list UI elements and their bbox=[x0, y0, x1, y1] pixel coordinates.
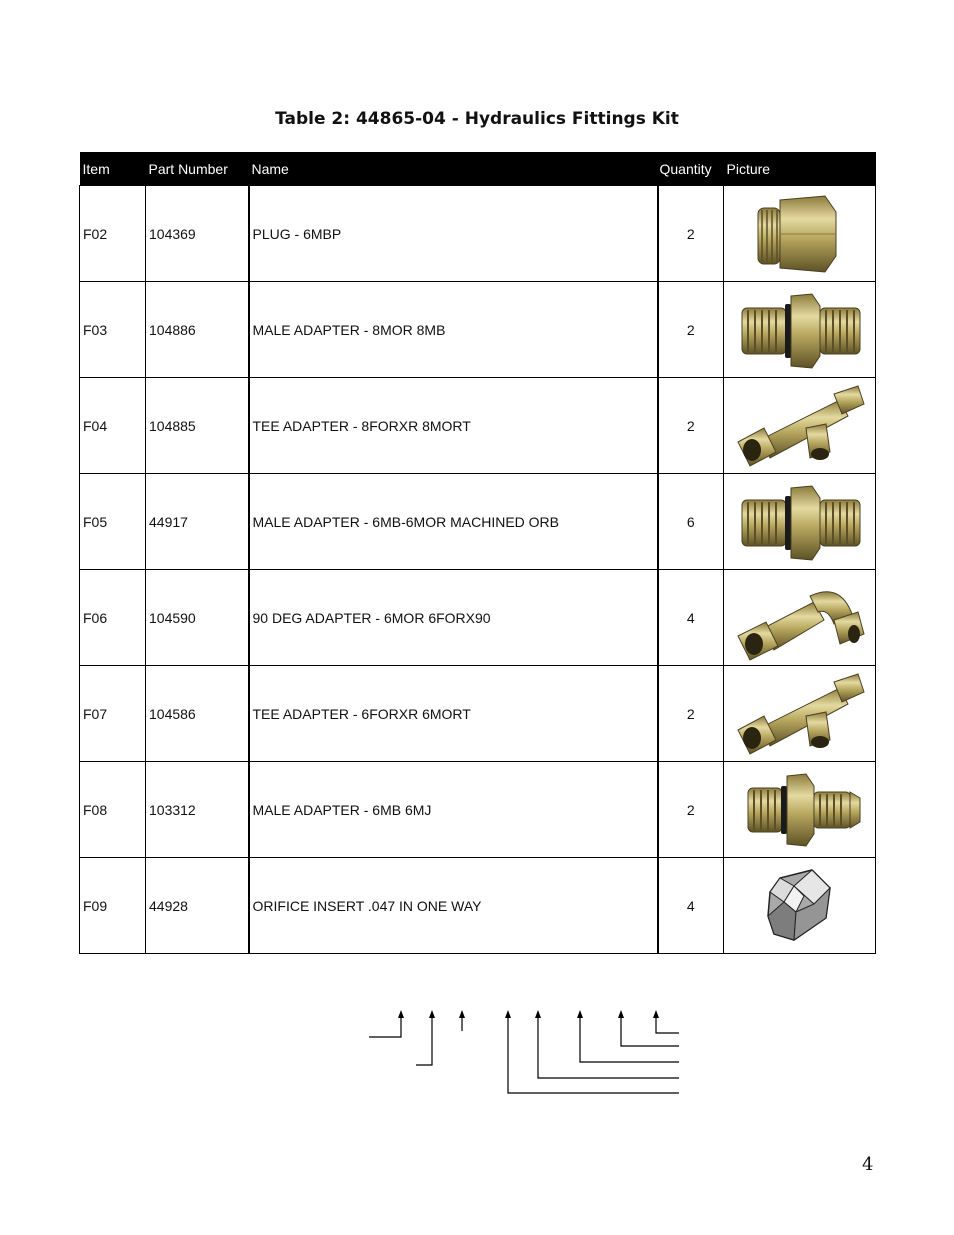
cell-quantity: 2 bbox=[658, 186, 724, 282]
header-quantity: Quantity bbox=[658, 152, 724, 186]
cell-part-number: 103312 bbox=[146, 762, 249, 858]
cell-item: F06 bbox=[80, 570, 146, 666]
cell-part-number: 104369 bbox=[146, 186, 249, 282]
cell-quantity: 4 bbox=[658, 858, 724, 954]
cell-quantity: 2 bbox=[658, 666, 724, 762]
cell-item: F07 bbox=[80, 666, 146, 762]
cell-name: MALE ADAPTER - 8MOR 8MB bbox=[249, 282, 658, 378]
cell-item: F05 bbox=[80, 474, 146, 570]
header-part-number: Part Number bbox=[146, 152, 249, 186]
cell-name: MALE ADAPTER - 6MB 6MJ bbox=[249, 762, 658, 858]
cell-item: F04 bbox=[80, 378, 146, 474]
cell-part-number: 104885 bbox=[146, 378, 249, 474]
cell-quantity: 2 bbox=[658, 378, 724, 474]
page-number: 4 bbox=[862, 1154, 874, 1175]
cell-item: F02 bbox=[80, 186, 146, 282]
cell-quantity: 4 bbox=[658, 570, 724, 666]
cell-name: MALE ADAPTER - 6MB-6MOR MACHINED ORB bbox=[249, 474, 658, 570]
cell-item: F08 bbox=[80, 762, 146, 858]
header-item: Item bbox=[80, 152, 146, 186]
cell-name: ORIFICE INSERT .047 IN ONE WAY bbox=[249, 858, 658, 954]
cell-quantity: 6 bbox=[658, 474, 724, 570]
header-picture: Picture bbox=[724, 152, 876, 186]
cell-name: PLUG - 6MBP bbox=[249, 186, 658, 282]
cell-part-number: 44928 bbox=[146, 858, 249, 954]
cell-part-number: 44917 bbox=[146, 474, 249, 570]
cell-item: F03 bbox=[80, 282, 146, 378]
cell-name: 90 DEG ADAPTER - 6MOR 6FORX90 bbox=[249, 570, 658, 666]
cell-name: TEE ADAPTER - 8FORXR 8MORT bbox=[249, 378, 658, 474]
cell-item: F09 bbox=[80, 858, 146, 954]
cell-part-number: 104590 bbox=[146, 570, 249, 666]
cell-quantity: 2 bbox=[658, 282, 724, 378]
cell-part-number: 104586 bbox=[146, 666, 249, 762]
cell-part-number: 104886 bbox=[146, 282, 249, 378]
cell-quantity: 2 bbox=[658, 762, 724, 858]
table-title: Table 2: 44865-04 - Hydraulics Fittings Kit bbox=[275, 109, 679, 129]
cell-name: TEE ADAPTER - 6FORXR 6MORT bbox=[249, 666, 658, 762]
header-name: Name bbox=[249, 152, 658, 186]
